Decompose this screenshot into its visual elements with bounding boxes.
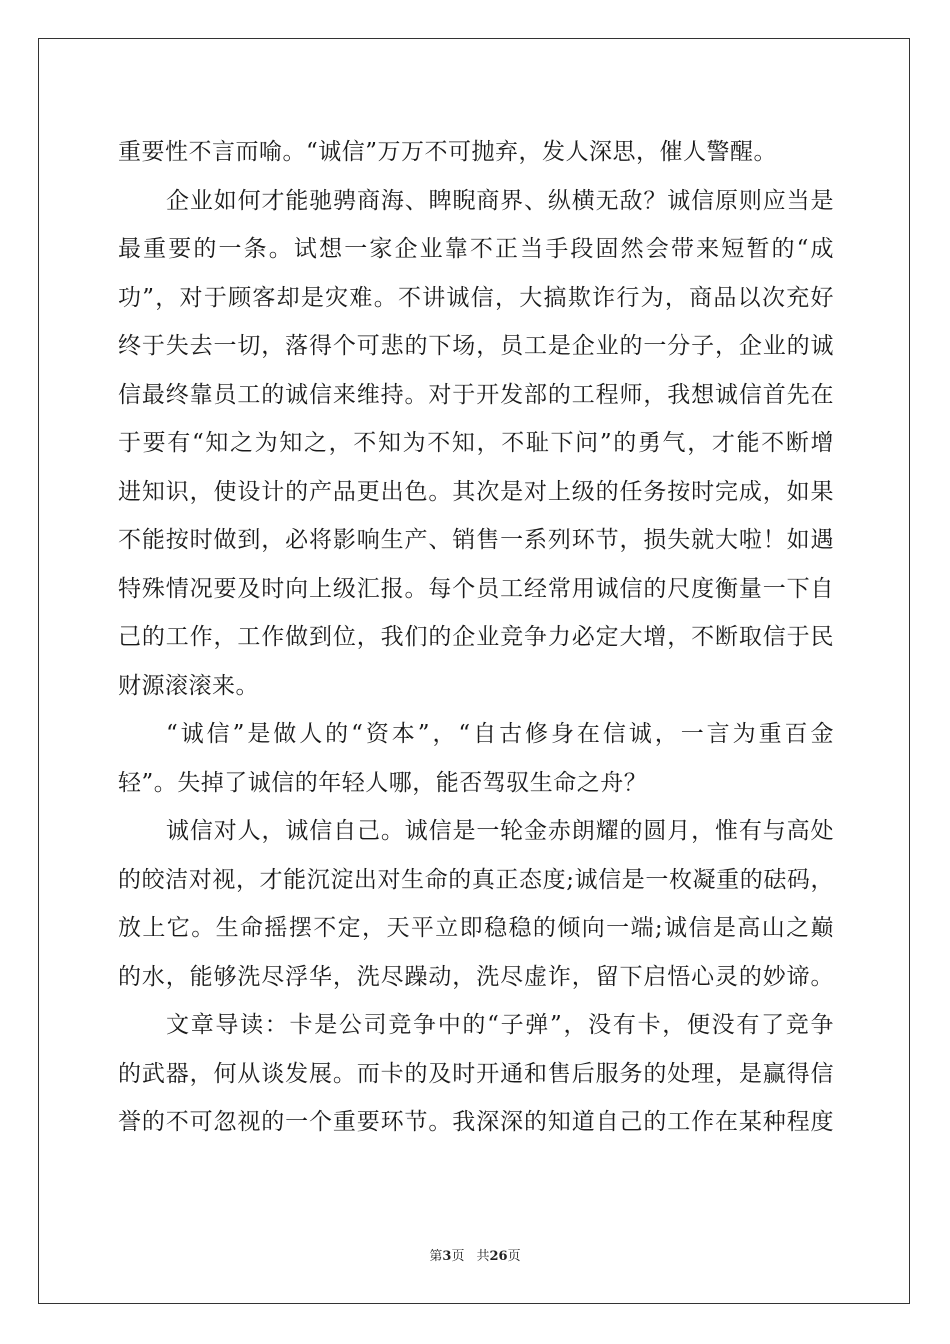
text-line: 轻”。失掉了诚信的年轻人哪，能否驾驭生命之舟？ [118,769,648,796]
text-line: 财源滚滚来。 [118,672,259,699]
text-line: 诚信对人，诚信自己。诚信是一轮金赤朗耀的圆月，惟有与高处 [166,818,834,844]
text-line: 文章导读：卡是公司竞争中的“子弹”，没有卡，便没有了竞争 [166,1012,834,1038]
text-line: 的武器，何从谈发展。而卡的及时开通和售后服务的处理，是赢得信 [118,1060,834,1087]
text-line: 重要性不言而喻。“诚信”万万不可抛弃，发人深思，催人警醒。 [118,139,778,165]
text-line: 终于失去一切，落得个可悲的下场，员工是企业的一分子，企业的诚 [118,333,834,359]
text-line: 不能按时做到，必将影响生产、销售一系列环节，损失就大啦！如遇 [118,527,834,553]
text-line: “诚信”是做人的“资本”，“自古修身在信诚，一言为重百金 [166,721,834,747]
text-line: 特殊情况要及时向上级汇报。每个员工经常用诚信的尺度衡量一下自 [118,575,834,602]
page-prefix: 第 [429,1249,443,1264]
text-line: 进知识，使设计的产品更出色。其次是对上级的任务按时完成，如果 [118,478,834,505]
text-line: 的水，能够洗尽浮华，洗尽躁动，洗尽虚诈，留下启悟心灵的妙谛。 [118,963,834,990]
text-line: 企业如何才能驰骋商海、睥睨商界、纵横无敌？诚信原则应当是 [166,187,834,214]
text-line: 誉的不可忽视的一个重要环节。我深深的知道自己的工作在某种程度 [118,1109,834,1135]
total-suffix: 页 [507,1249,521,1264]
text-line: 己的工作，工作做到位，我们的企业竞争力必定大增，不断取信于民 [118,624,834,650]
text-line: 于要有“知之为知之，不知为不知，不耻下问”的勇气，才能不断增 [118,430,834,456]
total-prefix: 共 [476,1249,490,1264]
text-line: 放上它。生命摇摆不定，天平立即稳稳的倾向一端;诚信是高山之巅 [118,915,834,941]
document-body [118,128,834,1147]
page-suffix: 页 [451,1249,465,1264]
total-pages: 26 [489,1249,508,1264]
text-line: 信最终靠员工的诚信来维持。对于开发部的工程师，我想诚信首先在 [118,381,834,408]
page-footer [0,1245,950,1264]
page-number: 3 [442,1249,452,1264]
text-line: 的皎洁对视，才能沉淀出对生命的真正态度;诚信是一枚凝重的砝码， [118,866,834,893]
text-line: 最重要的一条。试想一家企业靠不正当手段固然会带来短暂的“成 [118,236,834,262]
text-line: 功”，对于顾客却是灾难。不讲诚信，大搞欺诈行为，商品以次充好 [118,284,834,311]
